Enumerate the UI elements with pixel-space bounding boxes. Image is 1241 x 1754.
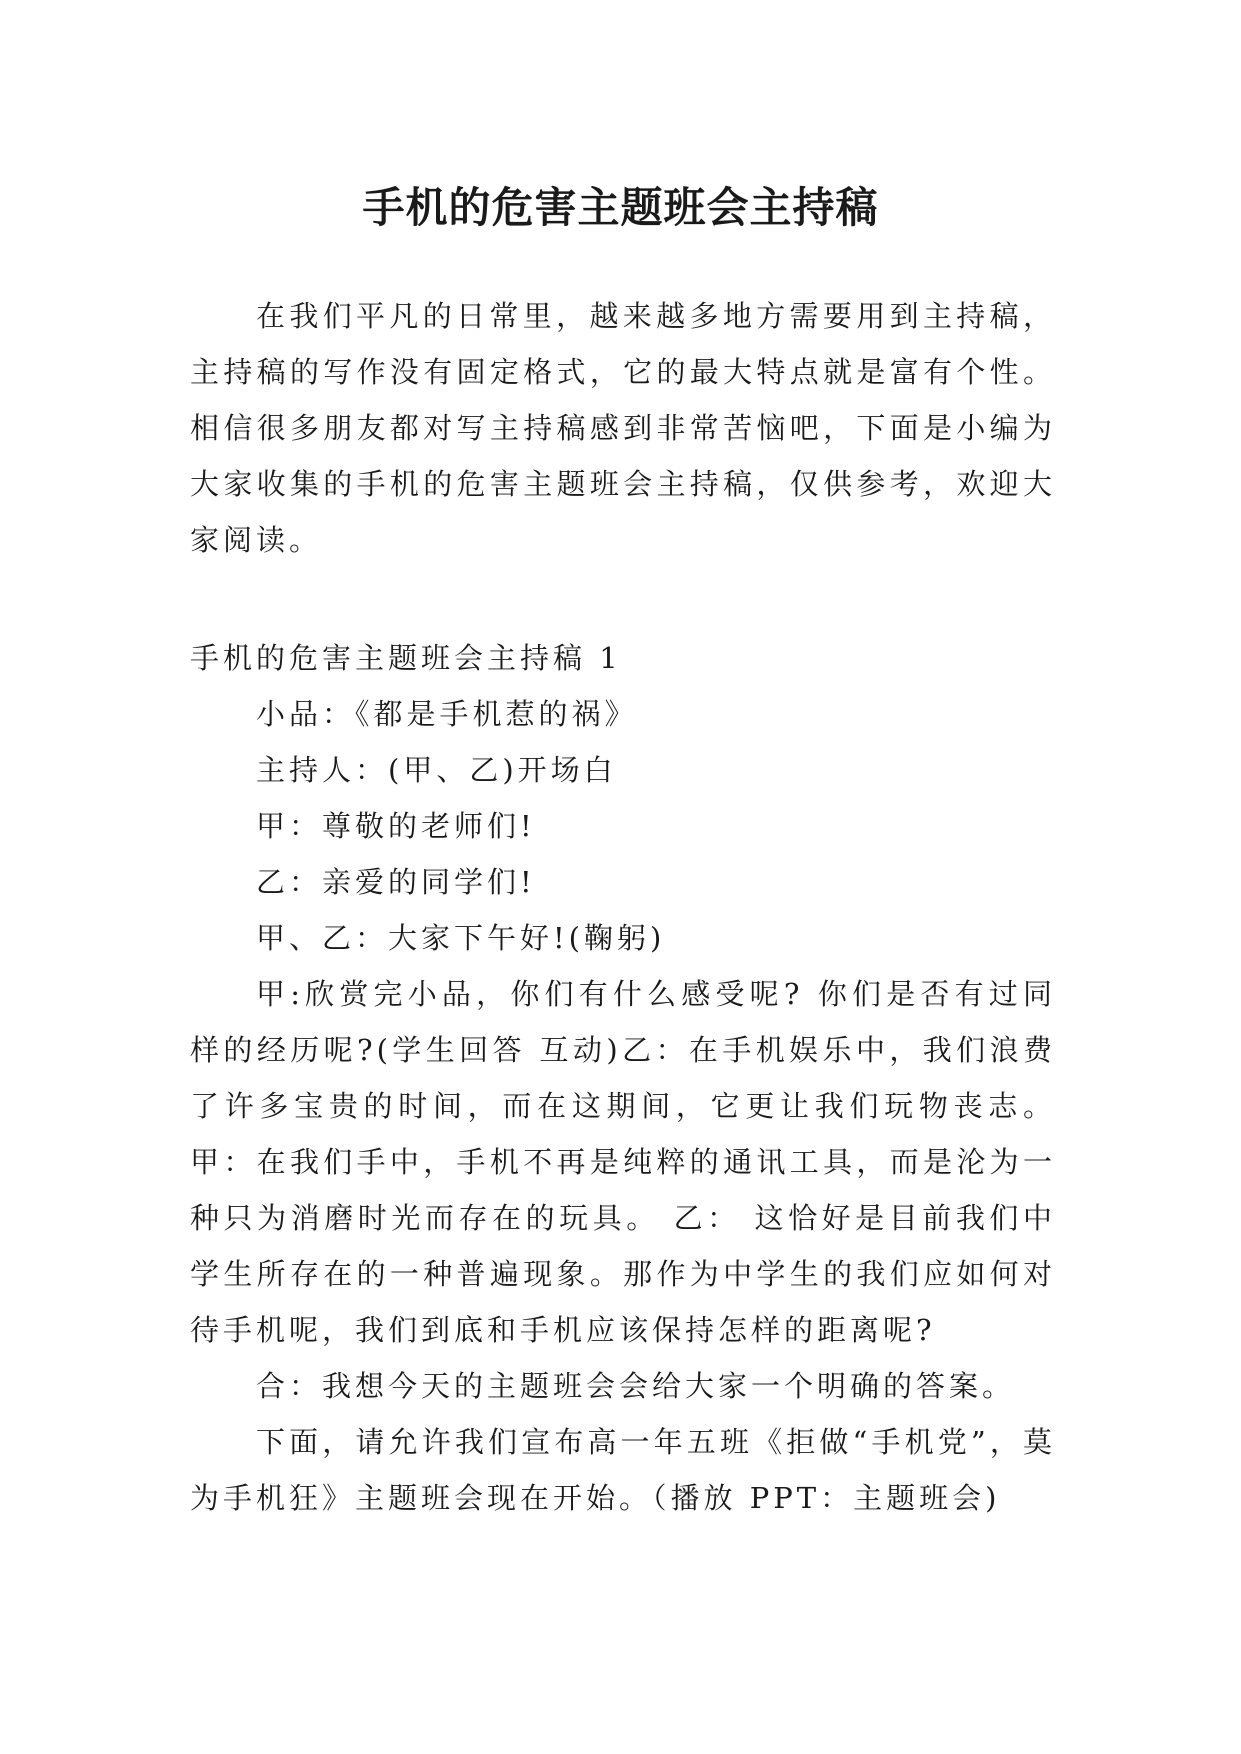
intro-paragraph: 在我们平凡的日常里，越来越多地方需要用到主持稿，主持稿的写作没有固定格式，它的最大特点就是富有个性。相信很多朋友都对写主持稿感到非常苦恼吧，下面是小编为大家收集的手机的危害主题班会主持稿，仅供参考，欢迎大家阅读。 bbox=[190, 299, 1056, 557]
joint-greeting: 甲、乙：大家下午好!(鞠躬) bbox=[256, 921, 666, 955]
intro-block bbox=[190, 288, 1056, 568]
announcement-paragraph: 下面，请允许我们宣布高一年五班《拒做“手机党”，莫为手机狂》主题班会现在开始。（播放 PPT：主题班会) bbox=[190, 1425, 1056, 1515]
host-a-greeting: 甲：尊敬的老师们! bbox=[256, 809, 536, 843]
together-line: 合：我想今天的主题班会会给大家一个明确的答案。 bbox=[256, 1369, 1016, 1403]
document-title: 手机的危害主题班会主持稿 bbox=[362, 183, 879, 233]
skit-line: 小品：《都是手机惹的祸》 bbox=[256, 697, 638, 731]
host-b-greeting: 乙：亲爱的同学们! bbox=[256, 865, 536, 899]
section-heading: 手机的危害主题班会主持稿 1 bbox=[190, 641, 622, 675]
dialogue-paragraph: 甲:欣赏完小品，你们有什么感受呢? 你们是否有过同样的经历呢?(学生回答 互动)乙：在手机娱乐中，我们浪费了许多宝贵的时间，而在这期间，它更让我们玩物丧志。甲：在我们手中，手机不再是纯粹的通讯工具，而是沦为一种只为消磨时光而存在的玩具。 乙： 这恰好是目前我们中学生所存在的一种普遍现象。那作为中学生的我们应如何对待手机呢，我们到底和手机应该保持怎样的距离呢? bbox=[190, 977, 1056, 1347]
section-1 bbox=[190, 630, 1056, 1526]
hosts-line: 主持人：(甲、乙)开场白 bbox=[256, 753, 617, 787]
